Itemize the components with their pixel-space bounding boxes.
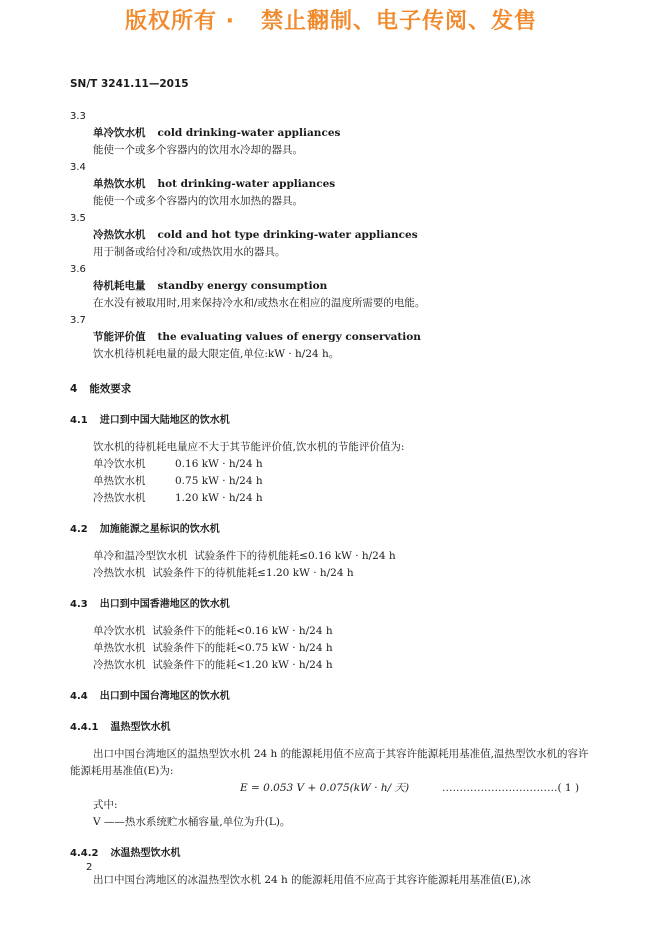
clause-number: 3.4 xyxy=(70,162,86,173)
where-label: 式中: xyxy=(93,799,118,811)
requirement-value: 试验条件下的能耗<1.20 kW · h/24 h xyxy=(152,659,333,671)
term-en: hot drinking-water appliances xyxy=(157,178,336,190)
term-en: cold drinking-water appliances xyxy=(157,127,341,139)
requirement-row xyxy=(70,548,590,565)
section-heading-4-3 xyxy=(70,596,590,613)
term-definition: 用于制备或给付冷和/或热饮用水的器具。 xyxy=(93,246,286,258)
section-number: 4.4 xyxy=(70,691,88,702)
copyright-banner: 版权所有 · 禁止翻制、电子传阅、发售 xyxy=(125,9,537,34)
term-definition: 能使一个或多个容器内的饮用水加热的器具。 xyxy=(93,195,303,207)
clause-number: 3.7 xyxy=(70,315,86,326)
paragraph: 出口中国台湾地区的冰温热型饮水机 24 h 的能源耗用值不应高于其容许能源耗用基准值(E),冰 xyxy=(93,874,531,886)
clause-number: 3.6 xyxy=(70,264,86,275)
document-id: SN/T 3241.11—2015 xyxy=(70,78,189,90)
term-zh: 节能评价值 xyxy=(93,331,146,343)
paragraph: 出口中国台湾地区的温热型饮水机 24 h 的能源耗用值不应高于其容许能源耗用基准值,温热型饮水机的容许能源耗用基准值(E)为: xyxy=(70,748,589,777)
section-title: 加施能源之星标识的饮水机 xyxy=(99,524,220,535)
requirement-value: 试验条件下的能耗<0.16 kW · h/24 h xyxy=(152,625,333,637)
term-en: the evaluating values of energy conservation xyxy=(157,331,421,343)
variable-definition: V ——热水系统贮水桶容量,单位为升(L)。 xyxy=(93,816,291,828)
paragraph: 饮水机的待机耗电量应不大于其节能评价值,饮水机的节能评价值为: xyxy=(93,441,405,453)
requirement-value: 1.20 kW · h/24 h xyxy=(175,492,263,504)
term xyxy=(70,176,590,193)
section-heading-4 xyxy=(70,381,590,398)
appliance-type: 单热饮水机 xyxy=(93,642,146,654)
section-number: 4.1 xyxy=(70,415,88,426)
requirement-row xyxy=(70,490,590,507)
section-number: 4.4.1 xyxy=(70,722,99,733)
appliance-type: 冷热饮水机 xyxy=(93,567,146,579)
term-definition: 饮水机待机耗电量的最大限定值,单位:kW · h/24 h。 xyxy=(93,348,340,360)
clause-number: 3.3 xyxy=(70,111,86,122)
section-heading-4-4-1 xyxy=(70,719,590,736)
section-heading-4-4 xyxy=(70,688,590,705)
term-zh: 单热饮水机 xyxy=(93,178,146,190)
requirement-row xyxy=(70,623,590,640)
requirement-row xyxy=(70,565,590,582)
appliance-type: 单冷饮水机 xyxy=(93,625,146,637)
appliance-type: 单冷和温冷型饮水机 xyxy=(93,550,188,562)
section-title: 进口到中国大陆地区的饮水机 xyxy=(99,415,230,426)
formula-1 xyxy=(70,780,590,797)
section-title: 出口到中国香港地区的饮水机 xyxy=(99,599,230,610)
section-title: 温热型饮水机 xyxy=(110,722,171,733)
requirement-row xyxy=(70,657,590,674)
term-definition: 在水没有被取用时,用来保持冷水和/或热水在相应的温度所需要的电能。 xyxy=(93,297,426,309)
section-number: 4 xyxy=(70,383,78,395)
page-content xyxy=(70,108,590,889)
term xyxy=(70,125,590,142)
term-en: standby energy consumption xyxy=(157,280,328,292)
term-zh: 单冷饮水机 xyxy=(93,127,146,139)
section-number: 4.3 xyxy=(70,599,88,610)
term xyxy=(70,329,590,346)
appliance-type: 单热饮水机 xyxy=(93,475,146,487)
page-number: 2 xyxy=(86,862,93,873)
term-zh: 待机耗电量 xyxy=(93,280,146,292)
requirement-row xyxy=(70,473,590,490)
appliance-type: 单冷饮水机 xyxy=(93,458,146,470)
definition-3-5 xyxy=(70,210,590,261)
requirement-value: 0.75 kW · h/24 h xyxy=(175,475,263,487)
clause-number: 3.5 xyxy=(70,213,86,224)
requirement-value: 试验条件下的能耗<0.75 kW · h/24 h xyxy=(152,642,333,654)
section-heading-4-4-2 xyxy=(70,845,590,862)
definition-3-4 xyxy=(70,159,590,210)
section-number: 4.4.2 xyxy=(70,848,99,859)
formula-number: ……………………………( 1 ) xyxy=(442,782,580,794)
section-title: 冰温热型饮水机 xyxy=(110,848,181,859)
term xyxy=(70,278,590,295)
section-title: 出口到中国台湾地区的饮水机 xyxy=(99,691,230,702)
formula-expression: E = 0.053 V + 0.075(kW · h/ 天) xyxy=(240,782,410,794)
definition-3-7 xyxy=(70,312,590,363)
requirement-value: 试验条件下的待机能耗≤1.20 kW · h/24 h xyxy=(152,567,354,579)
requirement-value: 试验条件下的待机能耗≤0.16 kW · h/24 h xyxy=(194,550,396,562)
requirement-value: 0.16 kW · h/24 h xyxy=(175,458,263,470)
definition-3-3 xyxy=(70,108,590,159)
term-definition: 能使一个或多个容器内的饮用水冷却的器具。 xyxy=(93,144,303,156)
appliance-type: 冷热饮水机 xyxy=(93,659,146,671)
term-zh: 冷热饮水机 xyxy=(93,229,146,241)
section-heading-4-2 xyxy=(70,521,590,538)
definition-3-6 xyxy=(70,261,590,312)
requirement-row xyxy=(70,456,590,473)
requirement-row xyxy=(70,640,590,657)
section-number: 4.2 xyxy=(70,524,88,535)
section-title: 能效要求 xyxy=(89,383,132,395)
appliance-type: 冷热饮水机 xyxy=(93,492,146,504)
section-heading-4-1 xyxy=(70,412,590,429)
term xyxy=(70,227,590,244)
term-en: cold and hot type drinking-water appliances xyxy=(157,229,418,241)
